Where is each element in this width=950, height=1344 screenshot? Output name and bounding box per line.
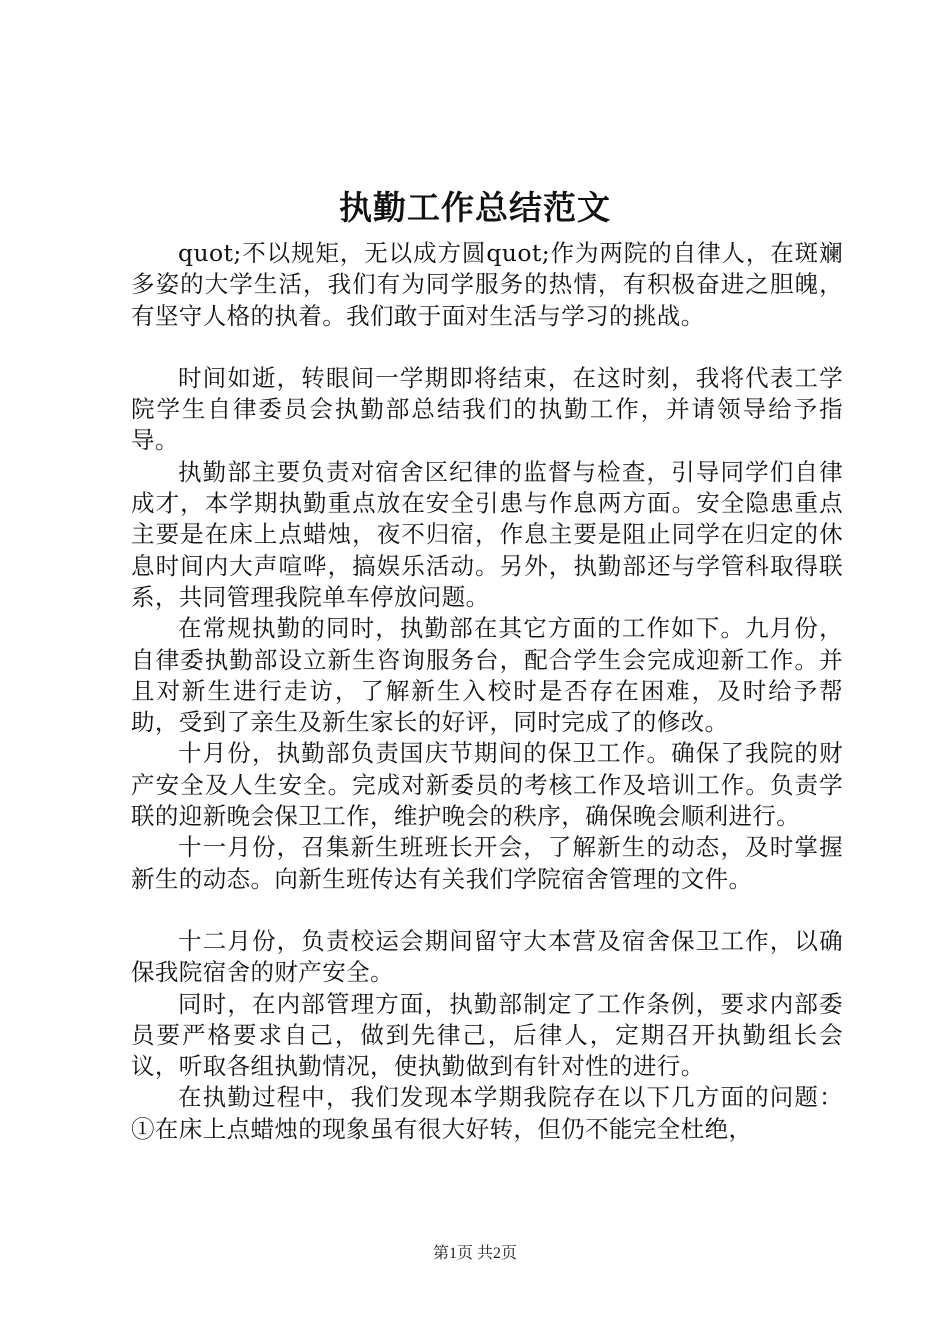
page-number-footer: 第1页 共2页 <box>432 1245 517 1262</box>
paragraph-problems: 在执勤过程中，我们发现本学期我院存在以下几方面的问题：①在床上点蜡烛的现象虽有很大好转，但仍不能完全杜绝， <box>131 1083 843 1143</box>
paragraph-december: 十二月份，负责校运会期间留守大本营及宿舍保卫工作，以确保我院宿舍的财产安全。 <box>131 926 843 987</box>
paragraph-internal-management: 同时，在内部管理方面，执勤部制定了工作条例，要求内部委员要严格要求自己，做到先律己，后律人，定期召开执勤组长会议，听取各组执勤情况，使执勤做到有针对性的进行。 <box>131 989 843 1081</box>
paragraph-september: 在常规执勤的同时，执勤部在其它方面的工作如下。九月份，自律委执勤部设立新生咨询服务台，配合学生会完成迎新工作。并且对新生进行走访，了解新生入校时是否存在困难，及时给予帮助，受到了亲生及新生家长的好评，同时完成了的修改。 <box>131 614 843 737</box>
paragraph-october: 十月份，执勤部负责国庆节期间的保卫工作。确保了我院的财产安全及人生安全。完成对新委员的考核工作及培训工作。负责学联的迎新晚会保卫工作，维护晚会的秩序，确保晚会顺利进行。 <box>131 739 843 831</box>
paragraph-duties: 执勤部主要负责对宿舍区纪律的监督与检查，引导同学们自律成才，本学期执勤重点放在安全引患与作息两方面。安全隐患重点主要是在床上点蜡烛，夜不归宿，作息主要是阻止同学在归定的休息时间内大声喧哗，搞娱乐活动。另外，执勤部还与学管科取得联系，共同管理我院单车停放问题。 <box>131 457 843 611</box>
document-body <box>131 238 843 1145</box>
paragraph-intro: quot;不以规矩，无以成方圆quot;作为两院的自律人，在斑斓多姿的大学生活，我们有为同学服务的热情，有积极奋进之胆魄，有坚守人格的执着。我们敢于面对生活与学习的挑战。 <box>131 239 843 330</box>
document-title: 执勤工作总结范文 <box>339 188 611 227</box>
paragraph-november: 十一月份，召集新生班班长开会，了解新生的动态，及时掌握新生的动态。向新生班传达有关我们学院宿舍管理的文件。 <box>131 833 843 893</box>
paragraph-summary-opening: 时间如逝，转眼间一学期即将结束，在这时刻，我将代表工学院学生自律委员会执勤部总结我们的执勤工作，并请领导给予指导。 <box>131 363 843 455</box>
